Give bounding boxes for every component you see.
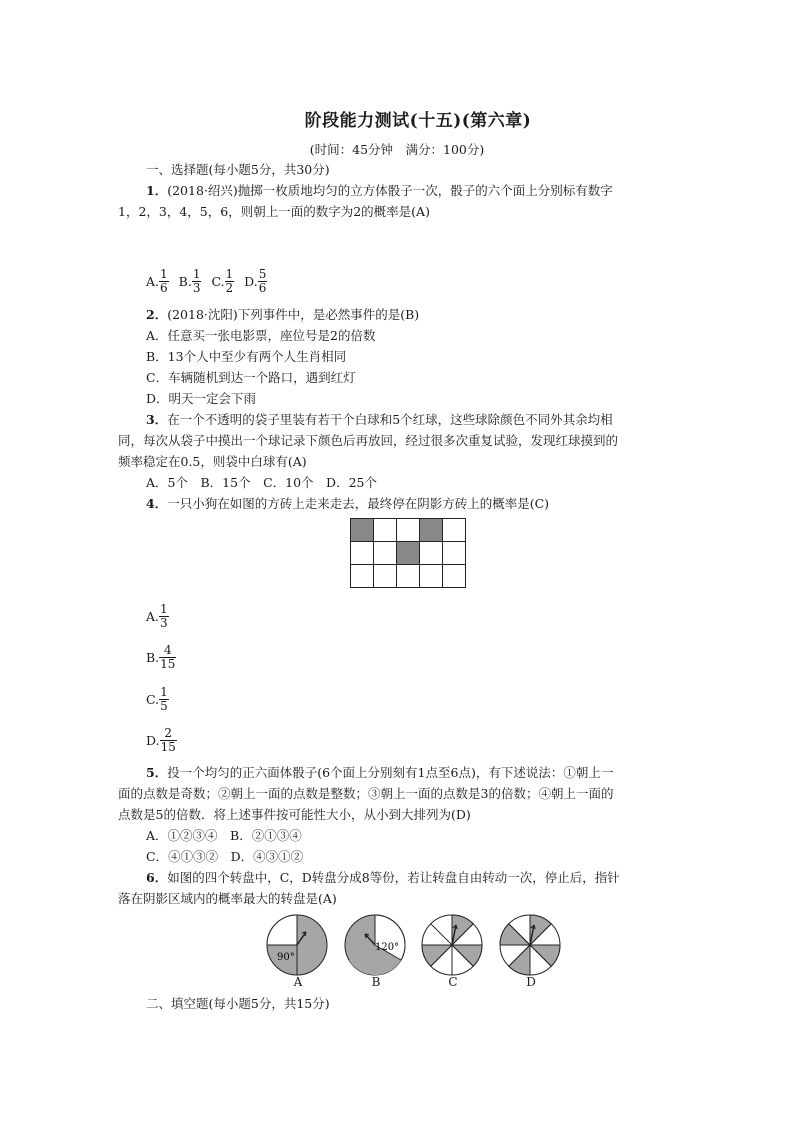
spinner-b: [345, 915, 405, 975]
option-b: B. $\frac{4}{15}$: [146, 643, 176, 671]
question-number: 2．: [146, 307, 168, 322]
question-3: [146, 411, 613, 429]
question-4: [146, 495, 549, 513]
option-d: D．明天一定会下雨: [146, 391, 257, 406]
tile: [443, 565, 466, 588]
tile: [351, 565, 374, 588]
spinner-angle-label: 90°: [277, 952, 295, 963]
question-3-cont: 频率稳定在0.5，则袋中白球有(A): [118, 454, 307, 469]
option-c: C．车辆随机到达一个路口，遇到红灯: [146, 370, 356, 385]
tile: [374, 565, 397, 588]
question-2: [146, 306, 419, 324]
spinner-label-b: B: [371, 975, 381, 989]
question-text: 如图的四个转盘中，C，D转盘分成8等份，若让转盘自由转动一次，停止后，指针: [167, 870, 620, 885]
question-1-cont: 1，2，3，4，5，6，则朝上一面的数字为2的概率是(A): [118, 204, 430, 219]
shaded-tile: [351, 519, 374, 542]
question-1: [146, 182, 613, 200]
option-a: A. $\frac{1}{6}$: [146, 267, 168, 295]
tile: [443, 519, 466, 542]
tile: [443, 542, 466, 565]
section-heading-fill: 二、填空题(每小题5分，共15分): [146, 996, 330, 1011]
grid-row: [351, 519, 466, 542]
grid-row: [351, 542, 466, 565]
question-5-cont: 面的点数是奇数；②朝上一面的点数是整数；③朝上一面的点数是3的倍数；④朝上一面的: [118, 786, 614, 801]
spinner-angle-label: 120°: [375, 942, 400, 953]
question-1-options: [146, 268, 273, 295]
option-a: A．任意买一张电影票，座位号是2的倍数: [146, 328, 376, 343]
question-6-cont: 落在阴影区域内的概率最大的转盘是(A): [118, 891, 337, 906]
question-text: 一只小狗在如图的方砖上走来走去，最终停在阴影方砖上的概率是(C): [167, 496, 550, 511]
question-number: 4．: [146, 496, 168, 511]
question-text: (2018·绍兴)抛掷一枚质地均匀的立方体骰子一次，骰子的六个面上分别标有数字: [167, 183, 613, 198]
option-b: B. $\frac{1}{3}$: [178, 267, 201, 295]
section-heading-choice: 一、选择题(每小题5分，共30分): [146, 162, 330, 177]
spinner-a: [267, 915, 327, 975]
spinner-label-a: A: [293, 975, 303, 989]
tile: [420, 542, 443, 565]
question-3-options: A．5个 B．15个 C．10个 D．25个: [146, 475, 377, 490]
spinner-d: [500, 915, 560, 975]
spinner-c: [422, 915, 482, 975]
option-d: D. $\frac{2}{15}$: [146, 726, 176, 754]
question-3-cont: 同，每次从袋子中摸出一个球记录下颜色后再放回，经过很多次重复试验，发现红球摸到的: [118, 433, 619, 448]
question-number: 5．: [146, 765, 168, 780]
question-text: 投一个均匀的正六面体骰子(6个面上分别刻有1点至6点)，有下述说法：①朝上一: [167, 765, 614, 780]
question-text: (2018·沈阳)下列事件中，是必然事件的是(B): [167, 307, 420, 322]
spinner-label-c: C: [448, 975, 458, 989]
page-title: 阶段能力测试(十五)(第六章): [304, 111, 532, 131]
question-5-options: A．①②③④ B．②①③④: [146, 828, 302, 843]
tile: [397, 519, 420, 542]
tile: [351, 542, 374, 565]
question-5: [146, 764, 613, 782]
option-c: C. $\frac{1}{2}$: [211, 267, 234, 295]
grid-row: [351, 565, 466, 588]
tile: [374, 542, 397, 565]
question-number: 3．: [146, 412, 168, 427]
question-5-options: C．④①③② D．④③①②: [146, 849, 304, 864]
question-5-cont: 点数是5的倍数．将上述事件按可能性大小，从小到大排列为(D): [118, 807, 471, 822]
tile-grid-figure: [350, 518, 466, 588]
shaded-tile: [397, 542, 420, 565]
option-d: D. $\frac{5}{6}$: [244, 267, 267, 295]
shaded-tile: [420, 519, 443, 542]
question-text: 在一个不透明的袋子里装有若干个白球和5个红球，这些球除颜色不同外其余均相: [167, 412, 613, 427]
question-6: [146, 869, 620, 887]
option-a: A. $\frac{1}{3}$: [146, 602, 168, 630]
tile: [420, 565, 443, 588]
page-subtitle: (时间：45分钟 满分：100分): [309, 142, 485, 157]
spinner-label-d: D: [526, 975, 536, 989]
option-b: B．13个人中至少有两个人生肖相同: [146, 349, 347, 364]
option-c: C. $\frac{1}{5}$: [146, 685, 168, 713]
tile: [374, 519, 397, 542]
question-number: 1．: [146, 183, 168, 198]
question-number: 6．: [146, 870, 168, 885]
tile: [397, 565, 420, 588]
